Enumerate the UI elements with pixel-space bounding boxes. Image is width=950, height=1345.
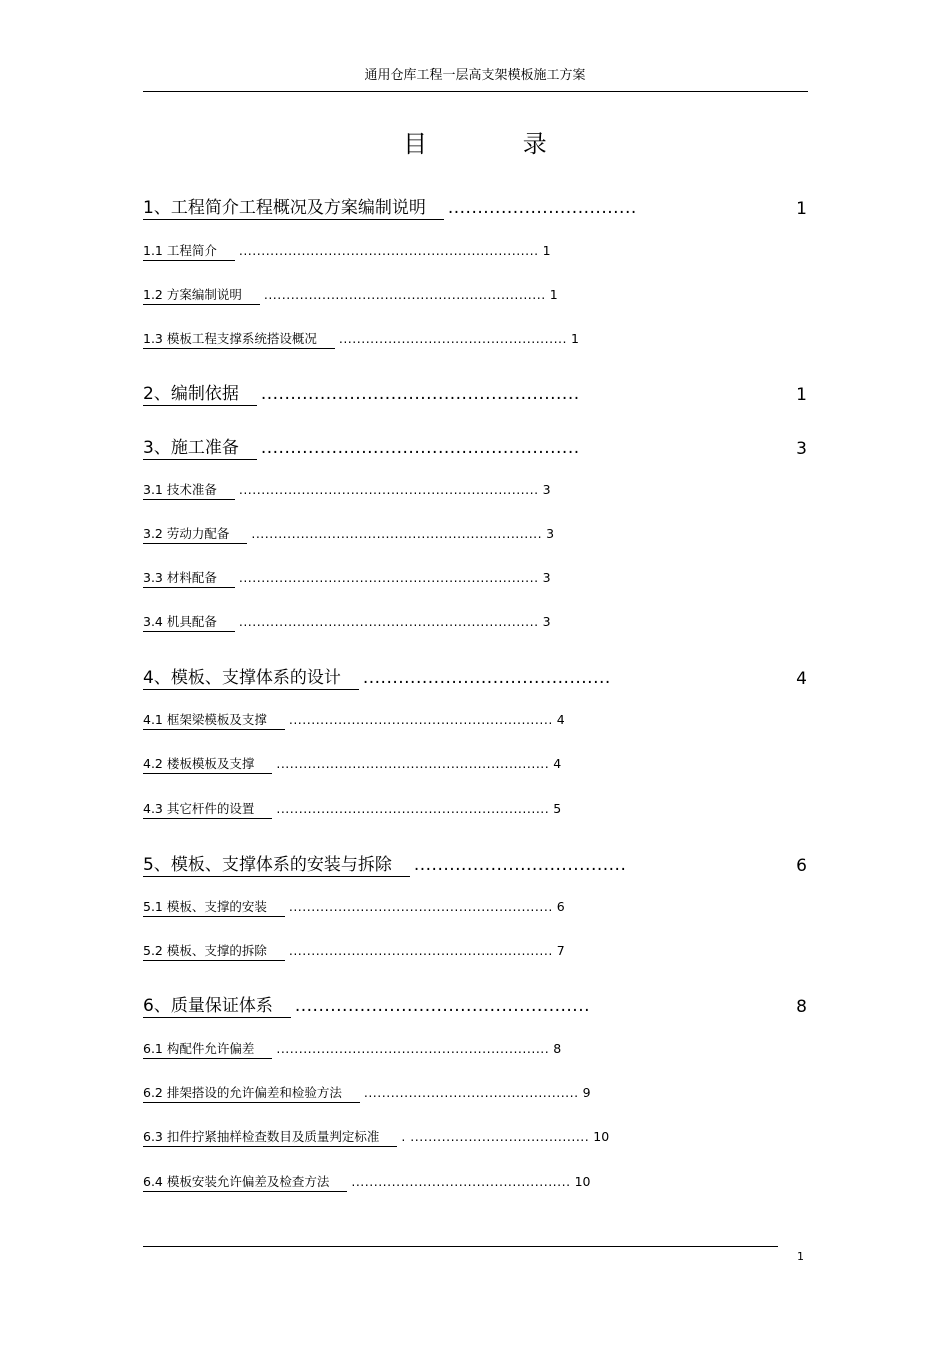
toc-page-number: 1 — [796, 199, 807, 219]
toc-entry-label: 4、模板、支撑体系的设计 — [143, 670, 359, 690]
toc-entry-5[interactable] — [143, 857, 626, 877]
toc-leader-dots: ............................................................. — [276, 801, 550, 816]
toc-page-number: 7 — [556, 943, 565, 958]
toc-entry-3-4[interactable] — [143, 616, 551, 632]
toc-page-number: 10 — [593, 1129, 610, 1144]
toc-entry-label: 3、施工准备 — [143, 440, 257, 460]
toc-page-number: 5 — [553, 801, 562, 816]
toc-entry-5-2[interactable] — [143, 945, 565, 961]
toc-page-number: 3 — [542, 614, 551, 629]
toc-entry-label: 6.1 构配件允许偏差 — [143, 1043, 272, 1059]
toc-page-number: 10 — [574, 1174, 591, 1189]
toc-leader-dots: ................................................................. — [251, 526, 543, 541]
toc-page-number: 1 — [796, 385, 807, 405]
toc-entry-label: 1.2 方案编制说明 — [143, 289, 260, 305]
toc-entry-label: 5、模板、支撑体系的安装与拆除 — [143, 857, 410, 877]
toc-entry-label: 1.1 工程简介 — [143, 245, 235, 261]
toc-entry-label: 5.2 模板、支撑的拆除 — [143, 945, 285, 961]
toc-page-number: 6 — [796, 856, 807, 876]
toc-page-number: 1 — [571, 331, 579, 346]
toc-leader-dots: ........................................................... — [288, 943, 553, 958]
toc-title: 目 录 — [403, 130, 591, 158]
toc-entry-label: 4.2 楼板模板及支撑 — [143, 758, 272, 774]
toc-page-number: 3 — [796, 439, 807, 459]
toc-page-number: 4 — [553, 756, 562, 771]
toc-page-number: 6 — [556, 899, 565, 914]
toc-leader-dots: ................................ — [447, 198, 637, 218]
toc-page-number: 3 — [542, 570, 551, 585]
toc-page-number: 1 — [542, 243, 551, 258]
toc-leader-dots: ................................................ — [363, 1085, 579, 1100]
toc-leader-dots: ................................................................... — [238, 614, 539, 629]
toc-entry-3-1[interactable] — [143, 484, 551, 500]
toc-entry-label: 2、编制依据 — [143, 386, 257, 406]
toc-page-number: 8 — [553, 1041, 562, 1056]
toc-entry-6[interactable] — [143, 998, 590, 1018]
toc-entry-1[interactable] — [143, 200, 637, 220]
toc-entry-6-3[interactable] — [143, 1131, 609, 1147]
toc-leader-dots: ................................................................... — [238, 243, 539, 258]
footer-page-number: 1 — [797, 1250, 804, 1263]
toc-entry-3[interactable] — [143, 440, 580, 460]
toc-entry-5-1[interactable] — [143, 901, 565, 917]
toc-entry-label: 4.1 框架梁模板及支撑 — [143, 714, 285, 730]
toc-page-number: 9 — [582, 1085, 591, 1100]
toc-page-number: 4 — [796, 669, 807, 689]
toc-entry-label: 5.1 模板、支撑的安装 — [143, 901, 285, 917]
header-rule — [143, 91, 808, 92]
toc-entry-2[interactable] — [143, 386, 580, 406]
page-header: 通用仓库工程一层高支架模板施工方案 — [364, 68, 586, 83]
toc-leader-dots: ........................................................... — [288, 712, 553, 727]
toc-entry-6-4[interactable] — [143, 1176, 590, 1192]
toc-leader-dots: .................................................. — [294, 996, 591, 1016]
toc-entry-label: 1.3 模板工程支撑系统搭设概况 — [143, 333, 335, 349]
toc-entry-1-1[interactable] — [143, 245, 551, 261]
toc-entry-3-3[interactable] — [143, 572, 551, 588]
toc-entry-6-2[interactable] — [143, 1087, 591, 1103]
toc-entry-label: 3.1 技术准备 — [143, 484, 235, 500]
toc-leader-dots: ...................................................... — [260, 438, 580, 458]
toc-leader-dots: ............................................................. — [276, 1041, 550, 1056]
toc-page-number: 3 — [542, 482, 551, 497]
toc-entry-label: 6.4 模板安装允许偏差及检查方法 — [143, 1176, 347, 1192]
toc-leader-dots: .......................................... — [362, 668, 611, 688]
toc-page-number: 8 — [796, 997, 807, 1017]
toc-page-number: 4 — [556, 712, 565, 727]
toc-leader-dots: ............................................................. — [276, 756, 550, 771]
toc-entry-label: 4.3 其它杆件的设置 — [143, 803, 272, 819]
toc-leader-dots: . ........................................ — [401, 1129, 590, 1144]
toc-entry-4-1[interactable] — [143, 714, 565, 730]
toc-leader-dots: .................................... — [413, 855, 627, 875]
toc-leader-dots: ...................................................... — [260, 384, 580, 404]
toc-entry-label: 1、工程简介工程概况及方案编制说明 — [143, 200, 444, 220]
toc-entry-3-2[interactable] — [143, 528, 554, 544]
toc-leader-dots: ................................................................... — [238, 482, 539, 497]
toc-entry-1-3[interactable] — [143, 333, 579, 349]
toc-page-number: 1 — [549, 287, 558, 302]
toc-leader-dots: ........................................................... — [288, 899, 553, 914]
toc-entry-label: 3.4 机具配备 — [143, 616, 235, 632]
toc-entry-4-2[interactable] — [143, 758, 561, 774]
toc-entry-4-3[interactable] — [143, 803, 561, 819]
toc-entry-label: 3.3 材料配备 — [143, 572, 235, 588]
toc-leader-dots: ................................................... — [338, 331, 568, 346]
footer-rule — [143, 1246, 778, 1247]
toc-entry-label: 6.3 扣件拧紧抽样检查数目及质量判定标准 — [143, 1131, 397, 1147]
toc-leader-dots: ................................................................... — [238, 570, 539, 585]
toc-entry-4[interactable] — [143, 670, 611, 690]
toc-entry-label: 3.2 劳动力配备 — [143, 528, 247, 544]
toc-leader-dots: ................................................. — [351, 1174, 571, 1189]
toc-entry-label: 6、质量保证体系 — [143, 998, 291, 1018]
toc-entry-6-1[interactable] — [143, 1043, 561, 1059]
toc-entry-label: 6.2 排架搭设的允许偏差和检验方法 — [143, 1087, 360, 1103]
toc-entry-1-2[interactable] — [143, 289, 558, 305]
toc-page-number: 3 — [546, 526, 555, 541]
toc-leader-dots: ............................................................... — [263, 287, 546, 302]
